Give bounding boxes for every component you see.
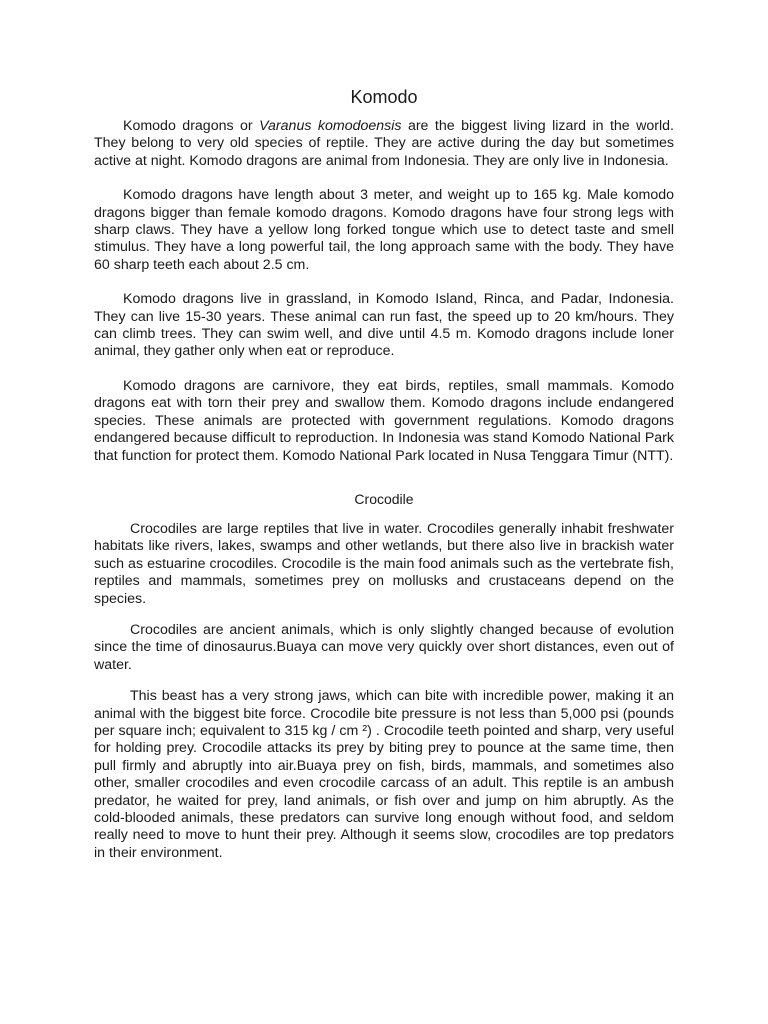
komodo-paragraph-1-lead: Komodo dragons or (123, 118, 260, 134)
komodo-paragraph-4: Komodo dragons are carnivore, they eat birds, reptiles, small mammals. Komodo dragons eat with torn their prey and swallow them. Komodo dragons include endangered species. These animals are protected with government regulations. Komodo dragons endangered because difficult to reproduction. In Indonesia was stand Komodo National Park that function for protect them. Komodo National Park located in Nusa Tenggara Timur (NTT). (94, 377, 674, 464)
section-title-crocodile: Crocodile (354, 490, 414, 507)
komodo-paragraph-3: Komodo dragons live in grassland, in Komodo Island, Rinca, and Padar, Indonesia. They can live 15-30 years. These animal can run fast, the speed up to 20 km/hours. They can climb trees. They can swim well, and dive until 4.5 m. Komodo dragons include loner animal, they gather only when eat or reproduce. (94, 291, 674, 360)
komodo-paragraph-2: Komodo dragons have length about 3 meter, and weight up to 165 kg. Male komodo dragons bigger than female komodo dragons. Komodo dragons have four strong legs with sharp claws. They have a yellow long forked tongue which use to detect taste and smell stimulus. They have a long powerful tail, the long approach same with the body. They have 60 sharp teeth each about 2.5 cm. (94, 187, 674, 273)
crocodile-paragraph-1: Crocodiles are large reptiles that live in water. Crocodiles generally inhabit freshwater habitats like rivers, lakes, swamps and other wetlands, but there also live in brackish water such as estuarine crocodiles. Crocodile is the main food animals such as the vertebrate fish, reptiles and mammals, sometimes prey on mollusks and crustaceans depend on the species. (94, 520, 674, 607)
komodo-paragraph-1 (94, 118, 674, 170)
crocodile-paragraph-3: This beast has a very strong jaws, which can bite with incredible power, making it an animal with the biggest bite force. Crocodile bite pressure is not less than 5,000 psi (pounds per square inch; equivalent to 315 kg / cm ²) . Crocodile teeth pointed and sharp, very useful for holding prey. Crocodile attacks its prey by biting prey to pounce at the same time, then pull firmly and abruptly into air.Buaya prey on fish, birds, mammals, and sometimes also other, smaller crocodiles and even crocodile carcass of an adult. This reptile is an ambush predator, he waited for prey, land animals, or fish over and jump on him abruptly. As the cold-blooded animals, these predators can survive long enough without food, and seldom really need to move to hunt their prey. Although it seems slow, crocodiles are top predators in their environment. (94, 688, 674, 861)
crocodile-paragraph-2: Crocodiles are ancient animals, which is only slightly changed because of evolution since the time of dinosaurus.Buaya can move very quickly over short distances, even out of water. (94, 621, 674, 673)
page-title: Komodo (350, 87, 418, 107)
species-name: Varanus komodoensis (259, 118, 402, 134)
komodo-paragraph-1-rest: are the biggest living lizard in the world. They belong to very old species of reptile. They are active during the day but sometimes active at night. Komodo dragons are animal from Indonesia. They are only live in Indonesia. (94, 118, 674, 169)
